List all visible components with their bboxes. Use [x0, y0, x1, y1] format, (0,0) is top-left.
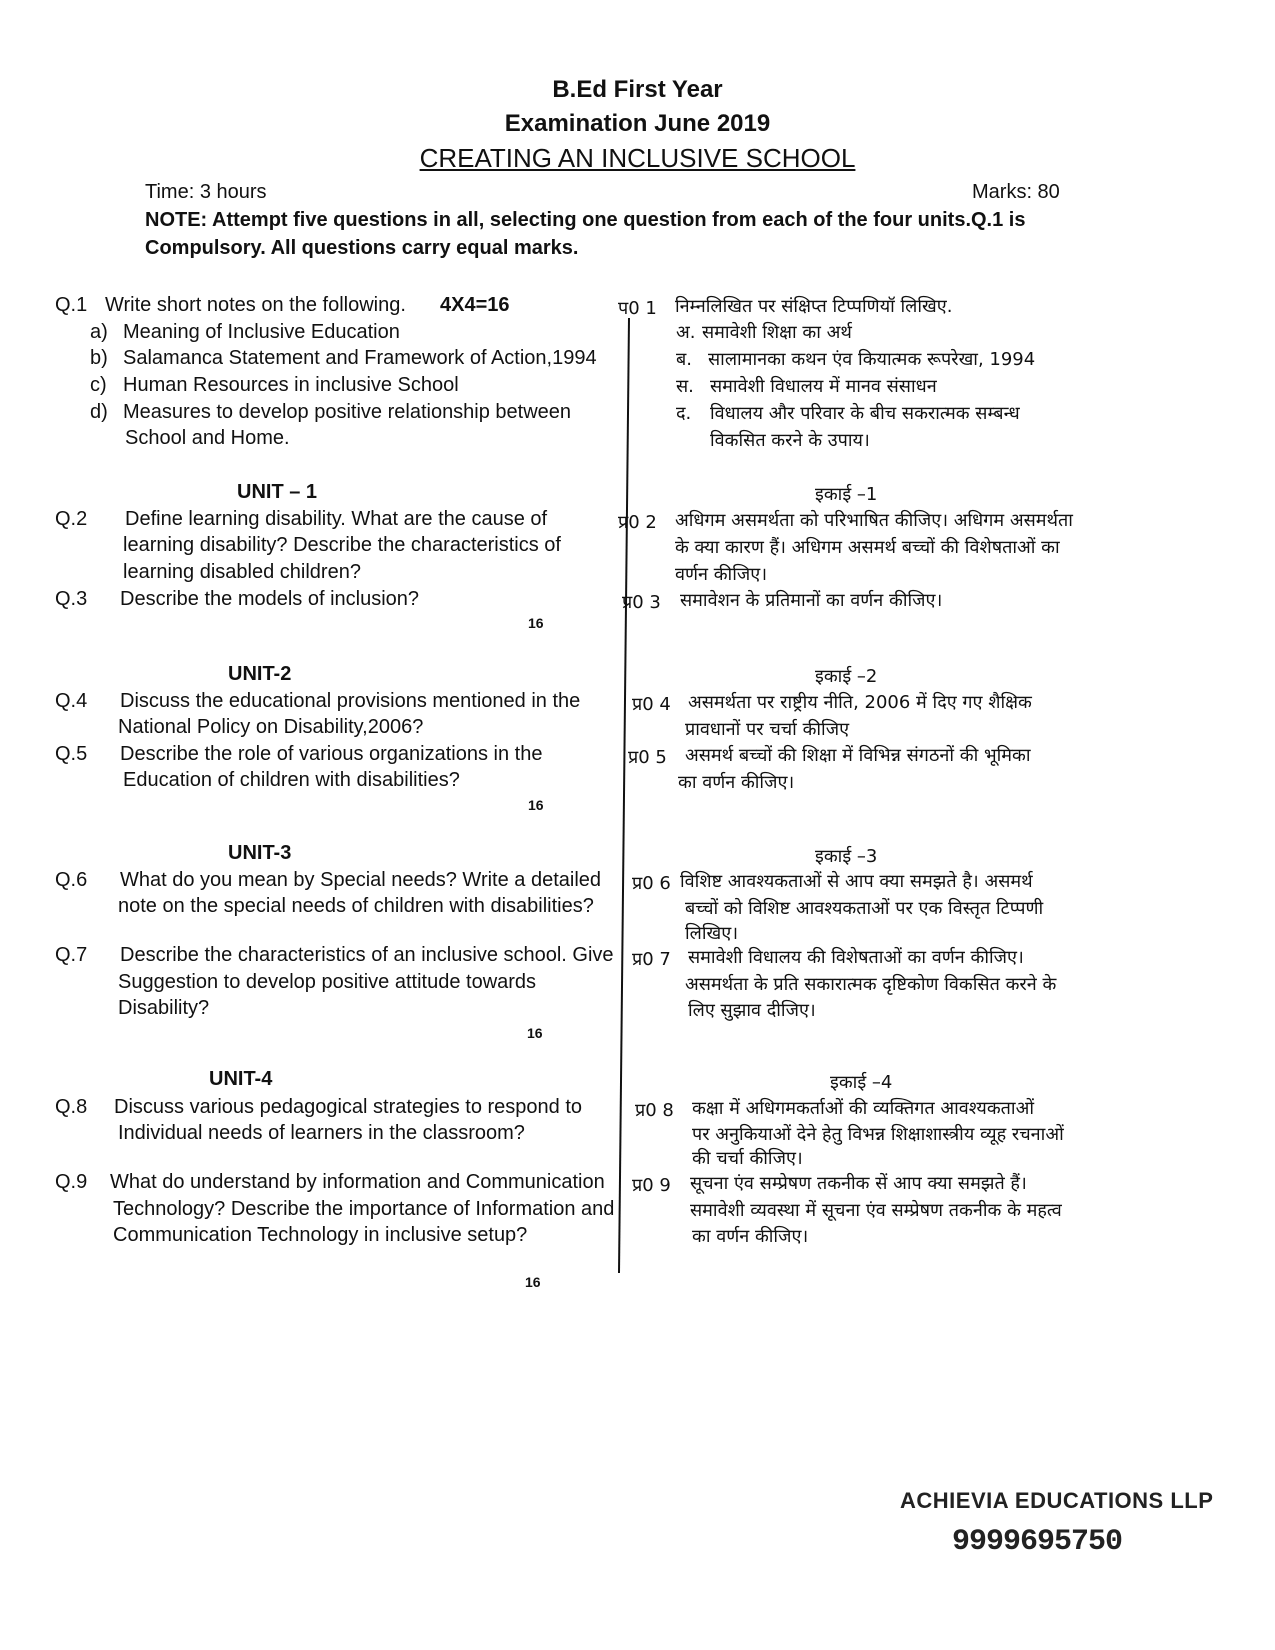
unit-2-title: UNIT-2: [228, 663, 292, 685]
q5-number: Q.5: [55, 743, 88, 765]
q9-line: What do understand by information and Communication: [110, 1171, 605, 1193]
hindi-q5-line: असमर्थ बच्चों की शिक्षा में विभिन्न संगठनों की भूमिका: [685, 745, 1031, 766]
hindi-q7-line: समावेशी विधालय की विशेषताओं का वर्णन कीजिए।: [688, 947, 1024, 968]
hindi-q7-line: असमर्थता के प्रति सकारात्मक दृष्टिकोण विकसित करने के: [685, 974, 1057, 995]
q6-number: Q.6: [55, 869, 88, 891]
q5-line: Education of children with disabilities?: [123, 769, 460, 791]
time-label: Time: 3 hours: [145, 181, 267, 203]
hindi-q4-number: प्र0 4: [632, 694, 671, 715]
hindi-unit-4-title: इकाई –4: [830, 1072, 893, 1093]
hindi-q6-line: लिखिए।: [685, 923, 739, 944]
paper-title: [0, 143, 1275, 174]
q1-item-text: Meaning of Inclusive Education: [123, 321, 400, 343]
q4-line: National Policy on Disability,2006?: [118, 716, 424, 738]
hindi-unit-3-title: इकाई –3: [815, 846, 878, 867]
hindi-q5-line: का वर्णन कीजिए।: [678, 772, 795, 793]
hindi-q1-item-label: ब.: [676, 349, 692, 370]
q1-text: Write short notes on the following.: [105, 294, 406, 316]
q9-number: Q.9: [55, 1171, 88, 1193]
hindi-unit-2-title: इकाई –2: [815, 666, 878, 687]
hindi-q8-line: पर अनुकियाओं देने हेतु विभन्न शिक्षाशास्त्रीय व्यूह रचनाओं: [692, 1124, 1064, 1145]
hindi-q1-number: प0 1: [618, 298, 657, 319]
hindi-q1-item-label: स.: [676, 376, 694, 397]
hindi-q7-number: प्र0 7: [632, 949, 671, 970]
exam-heading: Examination June 2019: [504, 110, 771, 137]
q9-line: Communication Technology in inclusive setup?: [113, 1224, 528, 1246]
q3-line: Describe the models of inclusion?: [120, 588, 420, 610]
q8-number: Q.8: [55, 1096, 88, 1118]
marks-label: Marks: 80: [972, 181, 1060, 203]
hindi-q2-line: के क्या कारण हैं। अधिगम असमर्थ बच्चों की विशेषताओं का: [675, 537, 1060, 558]
hindi-q8-line: कक्षा में अधिगमकर्ताओं की व्यक्तिगत आवश्यकताओं: [692, 1098, 1034, 1119]
hindi-unit-1-title: इकाई –1: [815, 484, 878, 505]
q4-number: Q.4: [55, 690, 88, 712]
hindi-q3-number: प्र0 3: [622, 592, 661, 613]
q2-line: learning disabled children?: [123, 561, 361, 583]
q7-line: Describe the characteristics of an inclusive school. Give: [120, 944, 614, 966]
unit-2-marks: 16: [528, 797, 544, 813]
q2-line: Define learning disability. What are the cause of: [125, 508, 548, 530]
q1-item-text-cont: School and Home.: [125, 427, 290, 449]
unit-3-title: UNIT-3: [228, 842, 292, 864]
q1-item-label: a): [90, 321, 108, 343]
q1-item-text: Human Resources in inclusive School: [123, 374, 459, 396]
hindi-q6-line: विशिष्ट आवश्यकताओं से आप क्या समझते है। असमर्थ: [680, 871, 1033, 892]
q1-item-label: c): [90, 374, 107, 396]
hindi-q5-number: प्र0 5: [628, 747, 667, 768]
hindi-q8-line: की चर्चा कीजिए।: [692, 1148, 803, 1169]
hindi-q2-number: प्र0 2: [618, 512, 657, 533]
hindi-q6-line: बच्चों को विशिष्ट आवश्यकताओं पर एक विस्तृत टिप्पणी: [685, 898, 1044, 919]
hindi-q3-line: समावेशन के प्रतिमानों का वर्णन कीजिए।: [680, 590, 943, 611]
hindi-q1-text: निम्नलिखित पर संक्षिप्त टिप्पणियॉ लिखिए.: [675, 296, 953, 317]
q7-number: Q.7: [55, 944, 88, 966]
note-line-2: Compulsory. All questions carry equal marks.: [145, 237, 579, 259]
hindi-q1-item-text-cont: विकसित करने के उपाय।: [710, 430, 870, 451]
hindi-q1-item-text: सालामानका कथन एंव कियात्मक रूपरेखा, 1994: [708, 349, 1036, 370]
hindi-q1-item-label: द.: [676, 403, 692, 424]
q1-item-text: Salamanca Statement and Framework of Action,1994: [123, 347, 597, 369]
q6-line: note on the special needs of children with disabilities?: [118, 895, 594, 917]
q6-line: What do you mean by Special needs? Write a detailed: [120, 869, 602, 891]
hindi-q9-line: सूचना एंव सम्प्रेषण तकनीक सें आप क्या समझते हैं।: [690, 1173, 1027, 1194]
unit-1-marks: 16: [528, 615, 544, 631]
brand-phone: 9999695750: [952, 1525, 1123, 1559]
q1-item-text: Measures to develop positive relationship between: [123, 401, 572, 423]
hindi-q1-item-text: विधालय और परिवार के बीच सकरात्मक सम्बन्ध: [710, 403, 1020, 424]
q2-line: learning disability? Describe the characteristics of: [123, 534, 561, 556]
q1-marks: 4X4=16: [440, 294, 510, 316]
q3-number: Q.3: [55, 588, 88, 610]
paper-title-text: CREATING AN INCLUSIVE SCHOOL: [419, 143, 856, 173]
hindi-q6-number: प्र0 6: [632, 873, 671, 894]
unit-4-marks: 16: [525, 1274, 541, 1290]
hindi-q9-line: का वर्णन कीजिए।: [692, 1226, 809, 1247]
unit-4-title: UNIT-4: [209, 1068, 273, 1090]
hindi-q1-item-text: समावेशी शिक्षा का अर्थ: [702, 322, 852, 343]
hindi-q8-number: प्र0 8: [635, 1100, 674, 1121]
q1-number: Q.1: [55, 294, 88, 316]
q1-item-label: b): [90, 347, 108, 369]
hindi-q7-line: लिए सुझाव दीजिए।: [688, 1000, 816, 1021]
q1-item-label: d): [90, 401, 108, 423]
q8-line: Discuss various pedagogical strategies to respond to: [114, 1096, 583, 1118]
unit-3-marks: 16: [527, 1025, 543, 1041]
hindi-q4-line: प्रावधानों पर चर्चा कीजिए: [685, 719, 850, 740]
q7-line: Disability?: [118, 997, 210, 1019]
q7-line: Suggestion to develop positive attitude towards: [118, 971, 537, 993]
hindi-q1-item-label: अ.: [676, 322, 696, 343]
hindi-q1-item-text: समावेशी विधालय में मानव संसाधन: [710, 376, 937, 397]
brand-name: ACHIEVIA EDUCATIONS LLP: [900, 1488, 1214, 1513]
hindi-q4-line: असमर्थता पर राष्ट्रीय नीति, 2006 में दिए गए शैक्षिक: [688, 692, 1032, 713]
q8-line: Individual needs of learners in the classroom?: [118, 1122, 525, 1144]
course-heading: B.Ed First Year: [552, 76, 723, 103]
q9-line: Technology? Describe the importance of Information and: [113, 1198, 615, 1220]
unit-1-title: UNIT – 1: [237, 481, 318, 503]
q4-line: Discuss the educational provisions mentioned in the: [120, 690, 581, 712]
q2-number: Q.2: [55, 508, 88, 530]
hindi-q9-line: समावेशी व्यवस्था में सूचना एंव सम्प्रेषण तकनीक के महत्व: [690, 1200, 1062, 1221]
note-line-1: NOTE: Attempt five questions in all, selecting one question from each of the four units.Q.1 is: [145, 209, 1026, 231]
hindi-q9-number: प्र0 9: [632, 1175, 671, 1196]
hindi-q2-line: अधिगम असमर्थता को परिभाषित कीजिए। अधिगम असमर्थता: [675, 510, 1073, 531]
q5-line: Describe the role of various organizations in the: [120, 743, 543, 765]
hindi-q2-line: वर्णन कीजिए।: [675, 564, 768, 585]
column-divider: [618, 318, 630, 1273]
